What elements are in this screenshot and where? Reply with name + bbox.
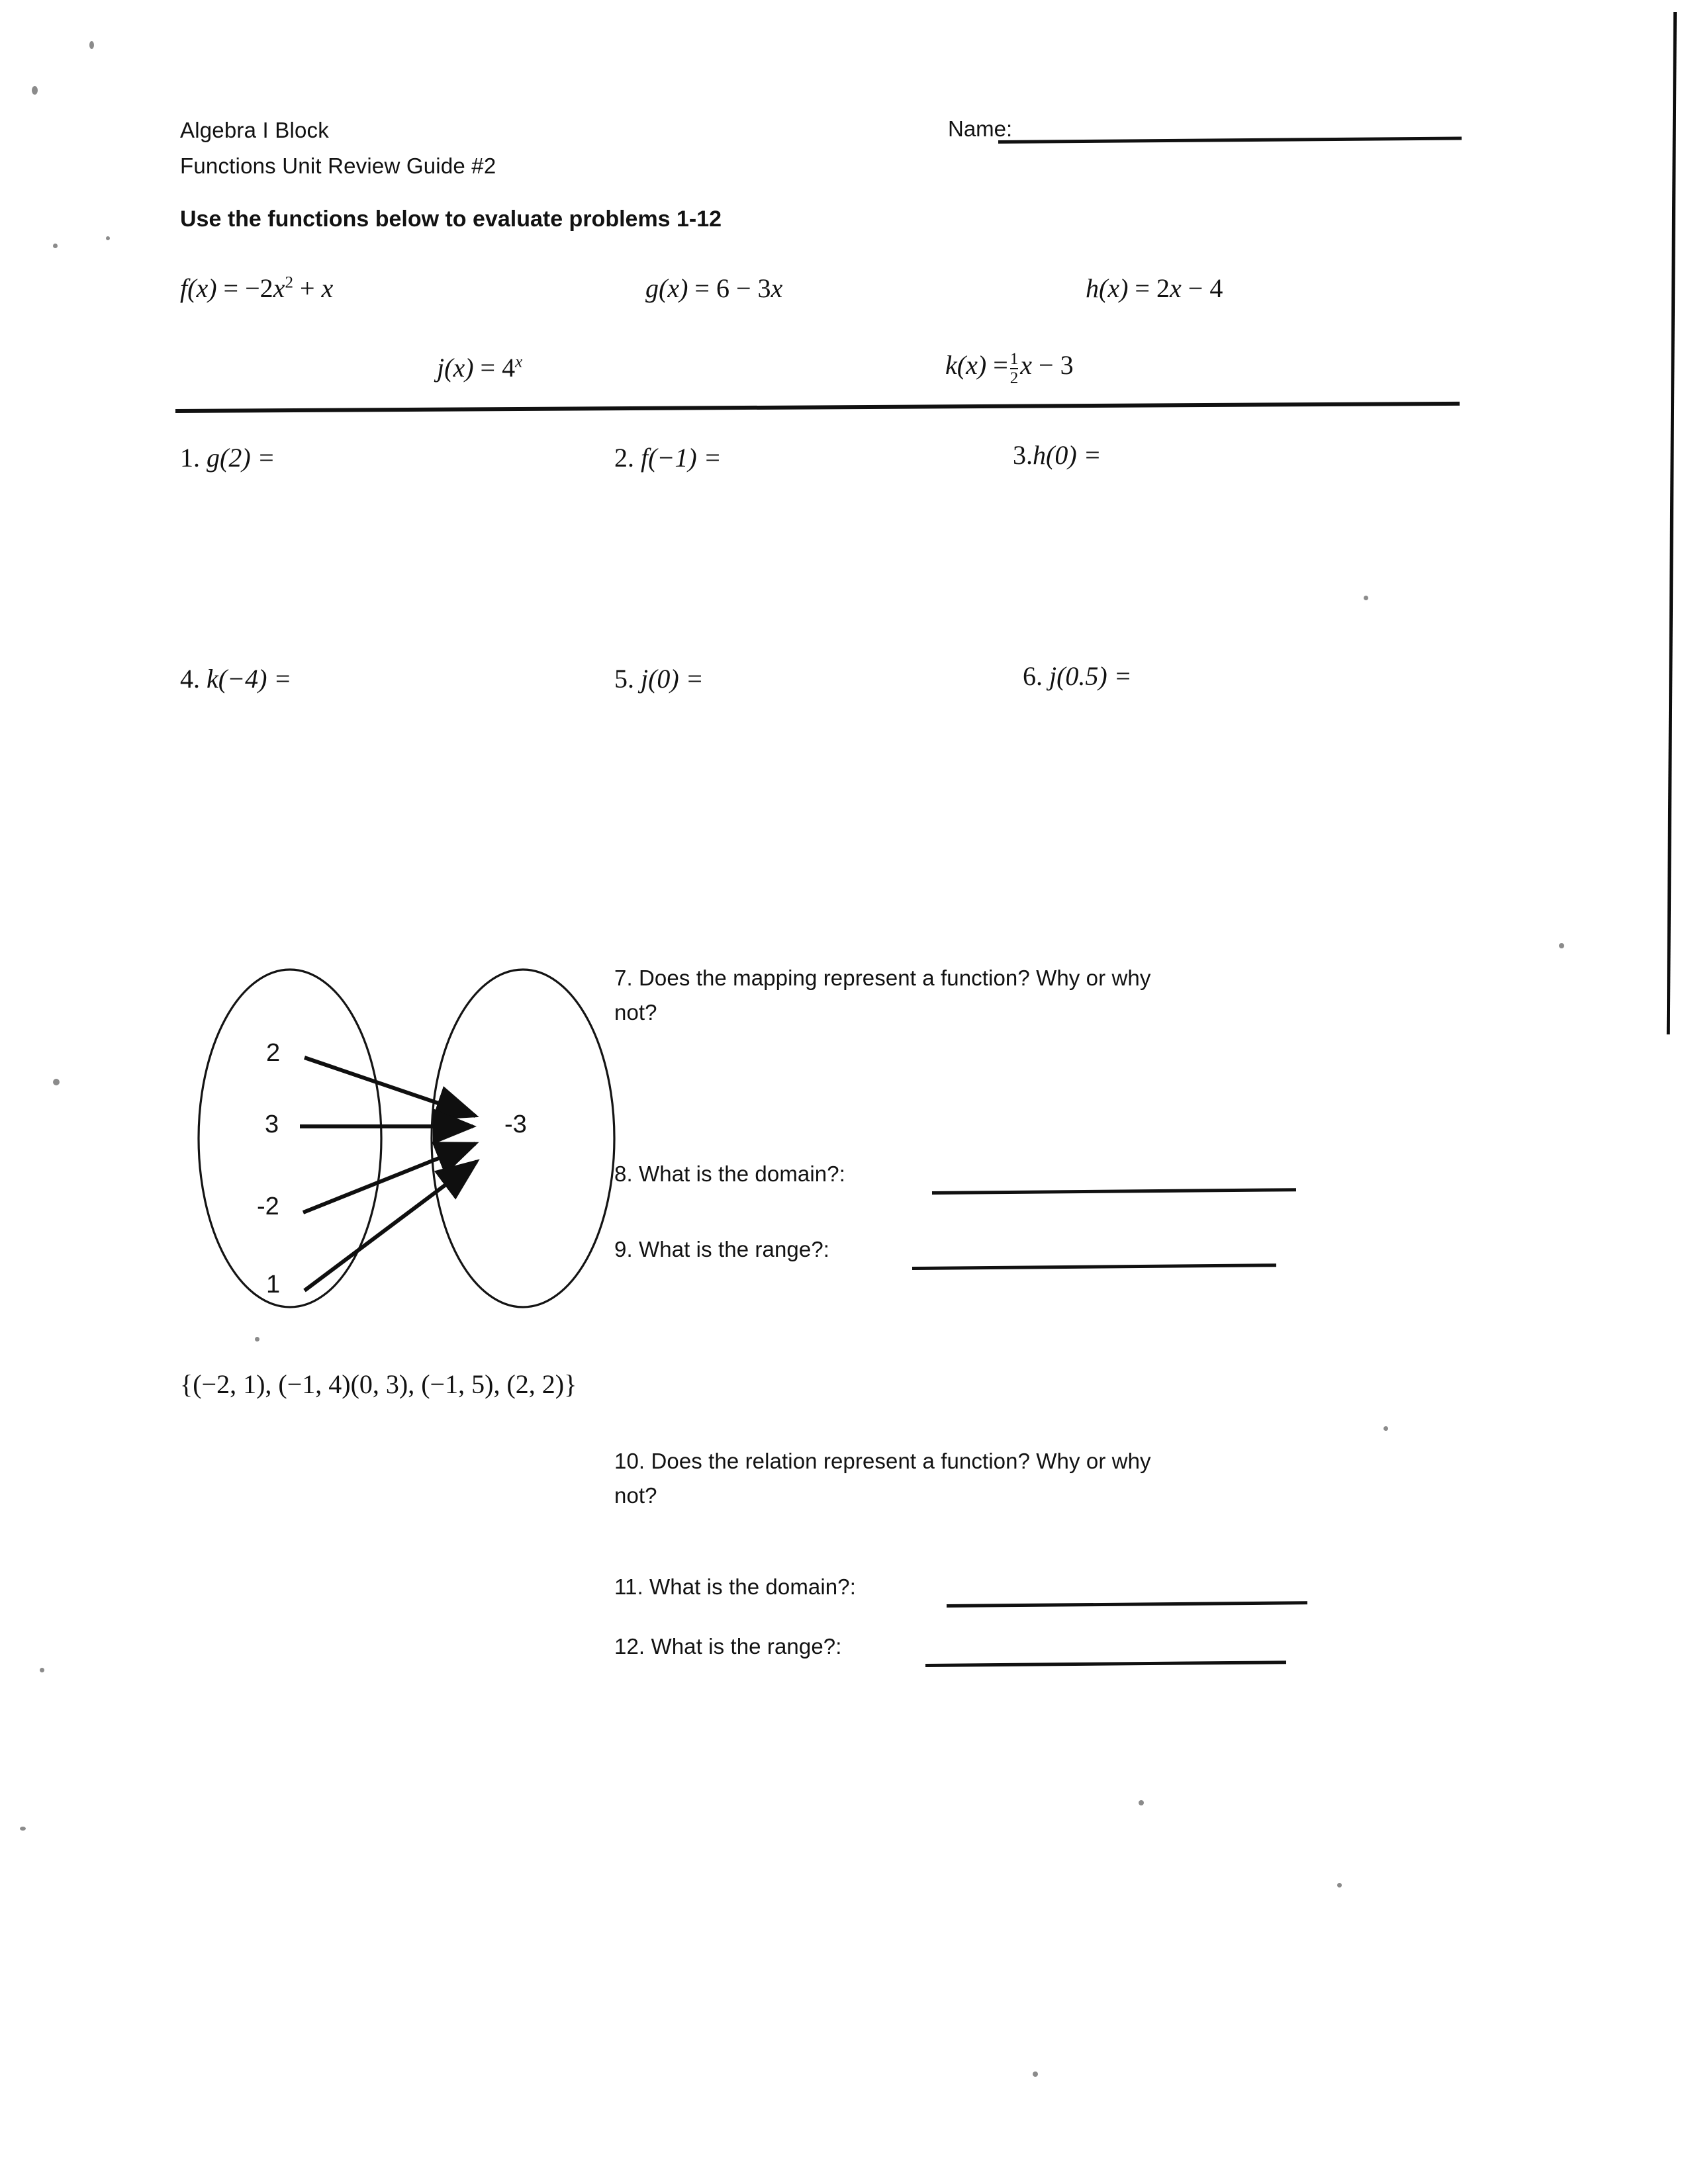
mapping-diagram-svg [192,960,616,1337]
function-def-g: g(x) = 6 − 3x [645,273,783,303]
scan-speck [53,244,58,248]
question-9-answer-blank[interactable] [912,1263,1276,1270]
problem-5-number: 5. [614,664,634,694]
question-7-line-1: 7. Does the mapping represent a function? Why or why [614,966,1151,990]
function-def-j: j(x) = 4$^x$ [437,353,523,383]
problem-6-number: 6. [1023,661,1043,691]
problem-4-expression: k(−4) = [207,664,292,694]
function-def-k: $k(x) = \frac{1}{2}$ x − 3 [945,350,1074,387]
function-name-h: h [1086,273,1099,303]
name-blank-line[interactable] [998,137,1462,144]
problem-2-expression: f(−1) = [641,443,722,473]
relation-set: {(−2, 1), (−1, 4)(0, 3), (−1, 5), (2, 2)} [180,1369,577,1399]
section-divider [175,402,1460,413]
function-def-h: h(x) = 2x − 4 [1086,273,1223,303]
question-7 [614,961,1362,1030]
problem-5-expression: j(0) = [641,664,704,694]
problem-4-number: 4. [180,664,200,694]
scan-speck [255,1337,259,1342]
scan-speck [89,41,94,49]
scan-speck [53,1079,60,1085]
problem-2 [614,442,722,473]
problem-3 [1013,439,1102,471]
problem-6 [1023,660,1132,692]
instruction-text: Use the functions below to evaluate problems 1-12 [180,206,722,232]
question-10 [614,1444,1362,1513]
scan-speck [106,236,110,240]
problem-1 [180,442,275,473]
problem-4 [180,663,291,694]
question-12-answer-blank[interactable] [925,1661,1286,1667]
question-11-answer-blank[interactable] [947,1601,1307,1608]
scan-speck [1559,943,1564,948]
scan-speck [1383,1426,1388,1431]
question-12: 12. What is the range?: [614,1634,842,1659]
scan-speck [20,1827,26,1831]
function-name-j: j [437,353,445,383]
domain-oval [199,970,381,1307]
problem-1-number: 1. [180,443,200,473]
scan-speck [32,86,38,95]
function-name-f: f [180,273,188,303]
question-8: 8. What is the domain?: [614,1161,845,1186]
scan-speck [1139,1800,1144,1805]
function-def-f: $f(x) = -2x^2 + x$ [180,273,334,303]
problem-3-number: 3. [1013,440,1033,470]
scan-speck [40,1668,44,1672]
mapping-arrow-4 [305,1161,477,1291]
problem-1-expression: g(2) = [207,443,275,473]
domain-value-3: 3 [265,1111,279,1138]
scan-speck [1033,2071,1038,2077]
domain-value-1: 1 [266,1271,281,1298]
question-9: 9. What is the range?: [614,1237,830,1261]
question-7-line-2: not? [614,1000,657,1025]
problem-6-expression: j(0.5) = [1049,661,1132,691]
function-name-g: g [645,273,659,303]
function-name-k: k [945,350,957,380]
page-title: Functions Unit Review Guide #2 [180,154,496,178]
question-10-line-1: 10. Does the relation represent a function? Why or why [614,1449,1151,1473]
problem-3-expression: h(0) = [1033,440,1102,470]
question-11: 11. What is the domain?: [614,1574,856,1599]
problem-5 [614,663,704,694]
scan-edge-line [1667,12,1677,1034]
mapping-arrow-1 [305,1058,475,1116]
question-8-answer-blank[interactable] [932,1188,1296,1195]
scan-speck [1337,1883,1342,1888]
domain-value-2: 2 [266,1039,281,1067]
mapping-arrow-3 [303,1144,475,1212]
mapping-diagram [192,960,616,1337]
problem-2-number: 2. [614,443,634,473]
one-half-fraction: $\frac{1}{2}$ [1009,350,1019,387]
scan-speck [1364,596,1368,600]
domain-value-neg2: -2 [257,1193,279,1220]
question-10-line-2: not? [614,1483,657,1508]
range-value-neg3: -3 [504,1111,527,1138]
name-label: Name: [948,116,1013,141]
course-title: Algebra I Block [180,118,329,142]
